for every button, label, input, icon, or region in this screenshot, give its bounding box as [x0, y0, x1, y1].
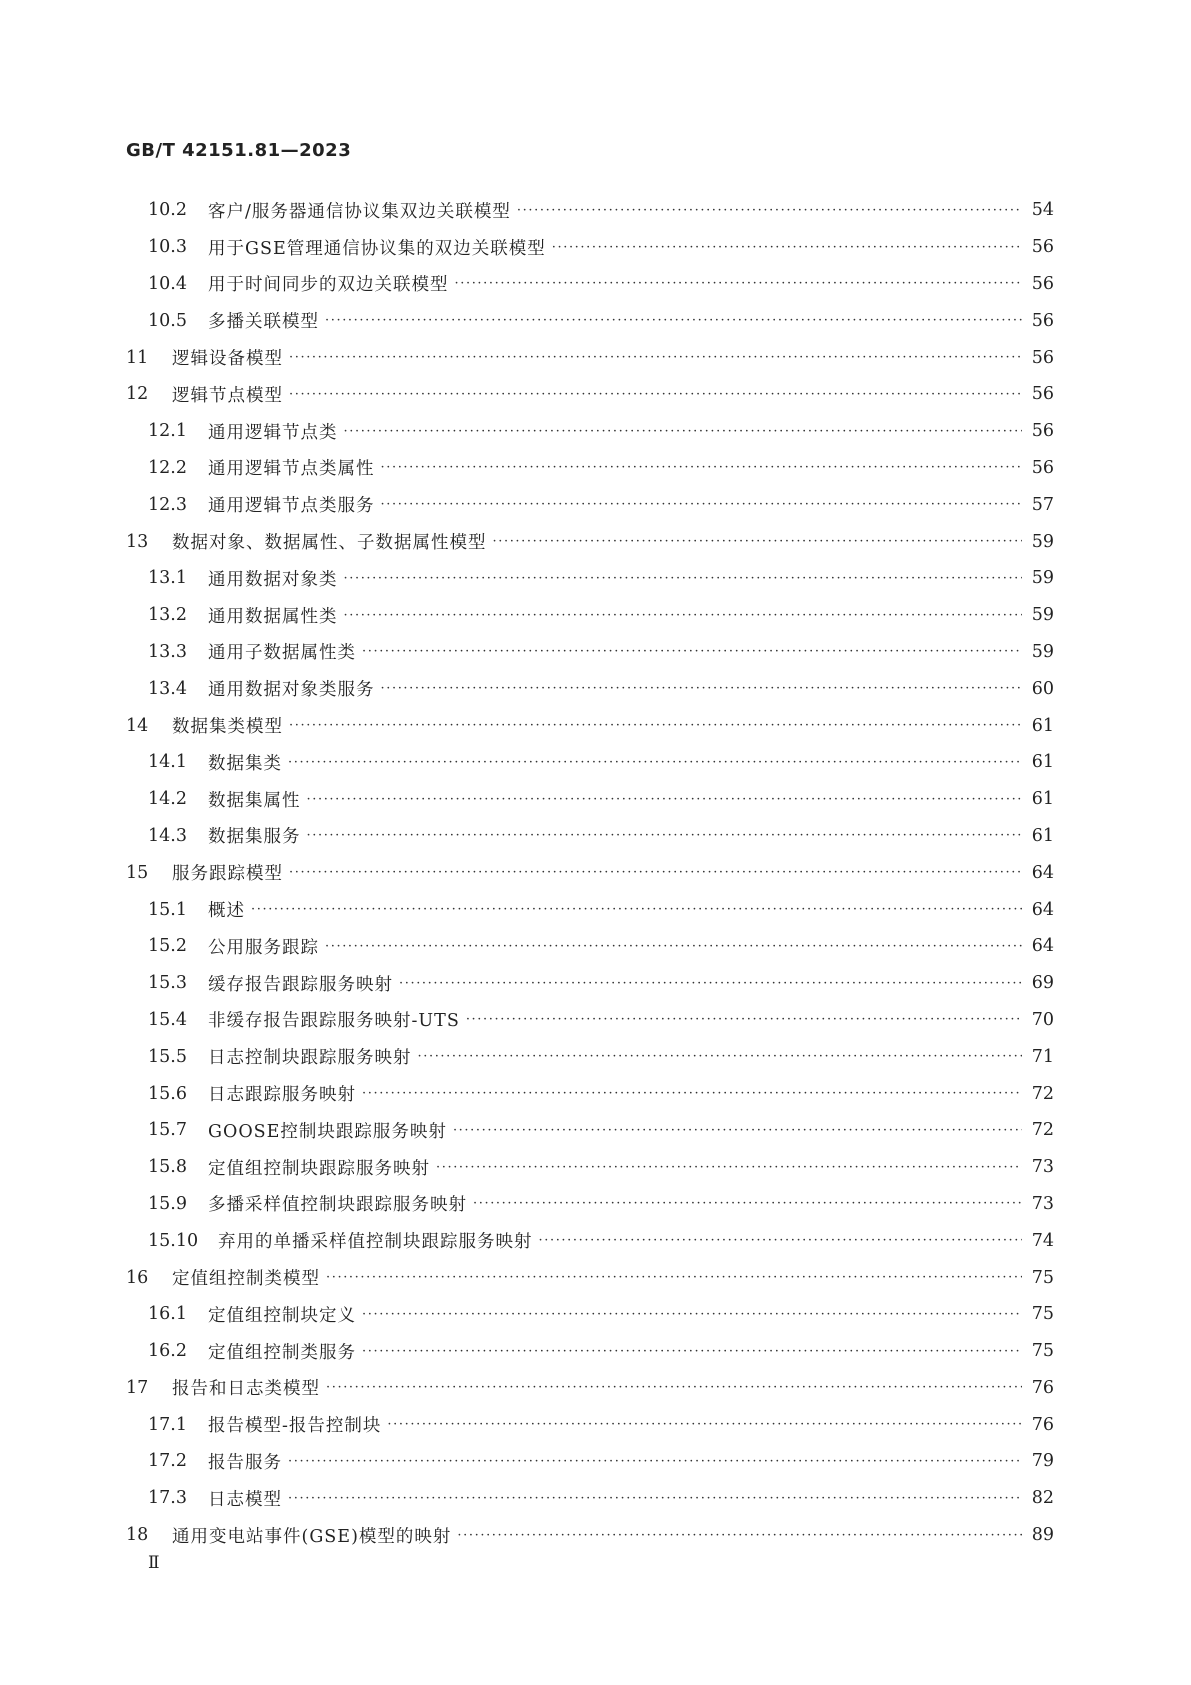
dot-leader	[289, 719, 1022, 732]
toc-entry[interactable]	[126, 1296, 1054, 1333]
dot-leader	[362, 645, 1022, 658]
toc-entry-page-number: 59	[1031, 531, 1054, 552]
toc-entry[interactable]	[126, 781, 1054, 818]
toc-entry-page-number: 61	[1031, 789, 1054, 810]
dot-leader	[289, 388, 1022, 401]
toc-entry-number: 15	[126, 862, 149, 883]
toc-entry-title: 通用数据对象类	[208, 569, 338, 590]
toc-entry-page-number: 59	[1031, 605, 1054, 626]
toc-entry[interactable]	[126, 1222, 1054, 1259]
toc-entry-title: 通用变电站事件(GSE)模型的映射	[172, 1526, 452, 1547]
dot-leader	[552, 241, 1022, 254]
toc-entry-page-number: 56	[1031, 310, 1054, 331]
toc-entry-page-number: 56	[1031, 347, 1054, 368]
dot-leader	[344, 572, 1023, 585]
toc-entry-number: 16.2	[148, 1341, 187, 1362]
toc-entry-title: 多播采样值控制块跟踪服务映射	[208, 1195, 467, 1216]
toc-entry-page-number: 56	[1031, 457, 1054, 478]
toc-entry-page-number: 57	[1031, 494, 1054, 515]
toc-entry-title: 用于GSE管理通信协议集的双边关联模型	[208, 238, 546, 259]
toc-entry-title: 服务跟踪模型	[172, 864, 283, 885]
toc-entry-page-number: 72	[1031, 1083, 1054, 1104]
dot-leader	[289, 866, 1022, 879]
toc-entry-title: 逻辑设备模型	[172, 349, 283, 370]
toc-entry[interactable]	[126, 376, 1054, 413]
toc-entry-number: 12.1	[148, 421, 187, 442]
toc-entry-title: 多播关联模型	[208, 312, 319, 333]
dot-leader	[344, 425, 1023, 438]
toc-entry-page-number: 61	[1031, 752, 1054, 773]
toc-entry-page-number: 89	[1031, 1525, 1054, 1546]
toc-entry-number: 13	[126, 531, 149, 552]
toc-entry-number: 17.2	[148, 1451, 187, 1472]
toc-entry-title: 缓存报告跟踪服务映射	[208, 974, 393, 995]
dot-leader	[381, 461, 1023, 474]
dot-leader	[453, 1124, 1022, 1137]
dot-leader	[288, 1455, 1022, 1468]
toc-entry-number: 18	[126, 1525, 149, 1546]
toc-entry[interactable]	[126, 450, 1054, 487]
toc-entry[interactable]	[126, 597, 1054, 634]
toc-entry[interactable]	[126, 266, 1054, 303]
toc-entry-number: 13.2	[148, 605, 187, 626]
toc-entry-page-number: 59	[1031, 641, 1054, 662]
toc-entry-title: 非缓存报告跟踪服务映射-UTS	[208, 1011, 460, 1032]
toc-entry-number: 15.7	[148, 1120, 187, 1141]
toc-entry-title: 日志模型	[208, 1489, 282, 1510]
toc-entry[interactable]	[126, 192, 1054, 229]
toc-entry[interactable]	[126, 1149, 1054, 1186]
page-folio: Ⅱ	[148, 1553, 160, 1573]
toc-entry-page-number: 71	[1031, 1046, 1054, 1067]
toc-entry-page-number: 76	[1031, 1377, 1054, 1398]
toc-entry-title: 通用子数据属性类	[208, 643, 356, 664]
toc-entry-page-number: 74	[1031, 1230, 1054, 1251]
toc-entry-page-number: 76	[1031, 1414, 1054, 1435]
toc-entry-title: 报告服务	[208, 1452, 282, 1473]
toc-entry-title: 公用服务跟踪	[208, 937, 319, 958]
toc-entry-number: 10.3	[148, 237, 187, 258]
dot-leader	[325, 314, 1022, 327]
toc-entry[interactable]	[126, 744, 1054, 781]
toc-entry-number: 16	[126, 1267, 149, 1288]
toc-entry-number: 17	[126, 1377, 149, 1398]
toc-entry-page-number: 72	[1031, 1120, 1054, 1141]
toc-entry-number: 15.2	[148, 936, 187, 957]
toc-entry-number: 10.4	[148, 273, 187, 294]
toc-entry-page-number: 56	[1031, 273, 1054, 294]
dot-leader	[418, 1050, 1023, 1063]
dot-leader	[399, 977, 1022, 990]
toc-entry-page-number: 69	[1031, 973, 1054, 994]
toc-entry-number: 15.10	[148, 1230, 199, 1251]
toc-entry[interactable]	[126, 1480, 1054, 1517]
toc-entry-title: 通用数据属性类	[208, 606, 338, 627]
toc-entry-page-number: 82	[1031, 1488, 1054, 1509]
toc-entry-title: 数据集属性	[208, 790, 301, 811]
toc-entry-title: 通用逻辑节点类服务	[208, 496, 375, 517]
toc-entry-page-number: 75	[1031, 1341, 1054, 1362]
toc-entry[interactable]	[126, 928, 1054, 965]
toc-entry-number: 15.9	[148, 1193, 187, 1214]
toc-entry[interactable]	[126, 560, 1054, 597]
toc-entry-title: 概述	[208, 901, 245, 922]
toc-entry-title: 日志控制块跟踪服务映射	[208, 1048, 412, 1069]
toc-entry[interactable]	[126, 1406, 1054, 1443]
toc-entry[interactable]	[126, 854, 1054, 891]
toc-entry-title: 定值组控制类模型	[172, 1269, 320, 1289]
toc-entry-number: 14.2	[148, 789, 187, 810]
toc-entry[interactable]	[126, 1333, 1054, 1370]
toc-entry-title: 定值组控制块跟踪服务映射	[208, 1158, 430, 1179]
toc-entry-number: 15.5	[148, 1046, 187, 1067]
toc-entry[interactable]	[126, 486, 1054, 523]
toc-entry[interactable]	[126, 1075, 1054, 1112]
toc-entry-page-number: 79	[1031, 1451, 1054, 1472]
toc-entry-page-number: 73	[1031, 1157, 1054, 1178]
dot-leader	[288, 756, 1022, 769]
toc-entry-number: 15.6	[148, 1083, 187, 1104]
toc-entry-number: 12	[126, 384, 149, 405]
toc-entry-page-number: 64	[1031, 862, 1054, 883]
dot-leader	[307, 829, 1023, 842]
toc-entry[interactable]	[126, 1002, 1054, 1039]
toc-entry-number: 15.8	[148, 1157, 187, 1178]
dot-leader	[381, 682, 1023, 695]
toc-entry-number: 13.4	[148, 678, 187, 699]
toc-entry-title: 报告和日志类模型	[172, 1379, 320, 1400]
toc-entry-page-number: 73	[1031, 1193, 1054, 1214]
dot-leader	[466, 1013, 1022, 1026]
dot-leader	[387, 1418, 1022, 1431]
toc-entry[interactable]	[126, 523, 1054, 560]
toc-entry-number: 13.3	[148, 641, 187, 662]
toc-entry-number: 12.3	[148, 494, 187, 515]
toc-entry-title: 数据集类	[208, 753, 282, 774]
toc-entry-page-number: 54	[1031, 200, 1054, 221]
toc-entry-number: 16.1	[148, 1304, 187, 1325]
toc-entry[interactable]	[126, 1259, 1054, 1296]
dot-leader	[289, 351, 1022, 364]
toc-entry-number: 17.1	[148, 1414, 187, 1435]
toc-entry-number: 15.4	[148, 1009, 187, 1030]
toc-entry-title: 弃用的单播采样值控制块跟踪服务映射	[218, 1232, 533, 1253]
toc-entry-number: 14	[126, 715, 149, 736]
toc-entry-number: 14.1	[148, 752, 187, 773]
dot-leader	[436, 1161, 1022, 1174]
toc-entry-page-number: 61	[1031, 715, 1054, 736]
toc-entry-page-number: 64	[1031, 936, 1054, 957]
dot-leader	[288, 1492, 1022, 1505]
toc-entry[interactable]	[126, 229, 1054, 266]
toc-entry-title: 逻辑节点模型	[172, 385, 283, 406]
toc-entry[interactable]	[126, 634, 1054, 671]
toc-entry-page-number: 59	[1031, 568, 1054, 589]
dot-leader	[326, 1271, 1022, 1284]
toc-entry-page-number: 56	[1031, 421, 1054, 442]
dot-leader	[325, 940, 1022, 953]
dot-leader	[473, 1197, 1022, 1210]
toc-entry-title: 定值组控制块定义	[208, 1305, 356, 1326]
toc-entry-number: 17.3	[148, 1488, 187, 1509]
toc-entry[interactable]	[126, 1517, 1054, 1554]
toc-entry[interactable]	[126, 1370, 1054, 1407]
dot-leader	[251, 903, 1022, 916]
toc-entry-title: 通用逻辑节点类	[208, 422, 338, 443]
toc-entry[interactable]	[126, 339, 1054, 376]
toc-entry-title: 用于时间同步的双边关联模型	[208, 275, 449, 296]
toc-entry-number: 11	[126, 347, 149, 368]
toc-entry-number: 15.3	[148, 973, 187, 994]
toc-entry[interactable]	[126, 1038, 1054, 1075]
toc-entry-title: 通用数据对象类服务	[208, 680, 375, 701]
dot-leader	[381, 498, 1023, 511]
dot-leader	[457, 1529, 1022, 1542]
toc-entry-page-number: 60	[1031, 678, 1054, 699]
toc-entry[interactable]	[126, 670, 1054, 707]
dot-leader	[455, 277, 1023, 290]
toc-entry-title: 数据对象、数据属性、子数据属性模型	[172, 533, 487, 554]
toc-entry[interactable]	[126, 891, 1054, 928]
dot-leader	[362, 1087, 1022, 1100]
toc-entry-page-number: 75	[1031, 1267, 1054, 1288]
toc-entry[interactable]	[126, 1186, 1054, 1223]
toc-entry-title: 报告模型-报告控制块	[208, 1416, 382, 1437]
dot-leader	[326, 1381, 1022, 1394]
toc-entry-title: 数据集类模型	[172, 717, 283, 738]
dot-leader	[344, 609, 1023, 622]
toc-entry-page-number: 75	[1031, 1304, 1054, 1325]
dot-leader	[539, 1234, 1023, 1247]
toc-entry-title: 日志跟踪服务映射	[208, 1085, 356, 1106]
toc-entry-title: GOOSE控制块跟踪服务映射	[208, 1121, 447, 1142]
toc-entry-title: 客户/服务器通信协议集双边关联模型	[208, 201, 511, 222]
toc-entry[interactable]	[126, 707, 1054, 744]
toc-entry-number: 14.3	[148, 825, 187, 846]
toc-entry[interactable]	[126, 1112, 1054, 1149]
toc-entry-page-number: 61	[1031, 825, 1054, 846]
toc-entry-title: 定值组控制类服务	[208, 1342, 356, 1363]
dot-leader	[307, 793, 1023, 806]
table-of-contents	[126, 192, 1054, 1553]
toc-entry-title: 通用逻辑节点类属性	[208, 459, 375, 480]
document-id-header: GB/T 42151.81—2023	[126, 140, 352, 161]
dot-leader	[517, 204, 1022, 217]
toc-entry[interactable]	[126, 413, 1054, 450]
toc-entry[interactable]	[126, 818, 1054, 855]
toc-entry-number: 15.1	[148, 899, 187, 920]
toc-entry-page-number: 56	[1031, 384, 1054, 405]
toc-entry-title: 数据集服务	[208, 827, 301, 848]
dot-leader	[362, 1308, 1022, 1321]
toc-entry-page-number: 70	[1031, 1009, 1054, 1030]
toc-entry[interactable]	[126, 1443, 1054, 1480]
toc-entry-page-number: 64	[1031, 899, 1054, 920]
dot-leader	[493, 535, 1023, 548]
toc-entry-number: 12.2	[148, 457, 187, 478]
toc-entry-number: 10.2	[148, 200, 187, 221]
toc-entry[interactable]	[126, 302, 1054, 339]
toc-entry-number: 13.1	[148, 568, 187, 589]
dot-leader	[362, 1345, 1022, 1358]
toc-entry-page-number: 56	[1031, 237, 1054, 258]
toc-entry-number: 10.5	[148, 310, 187, 331]
toc-entry[interactable]	[126, 965, 1054, 1002]
